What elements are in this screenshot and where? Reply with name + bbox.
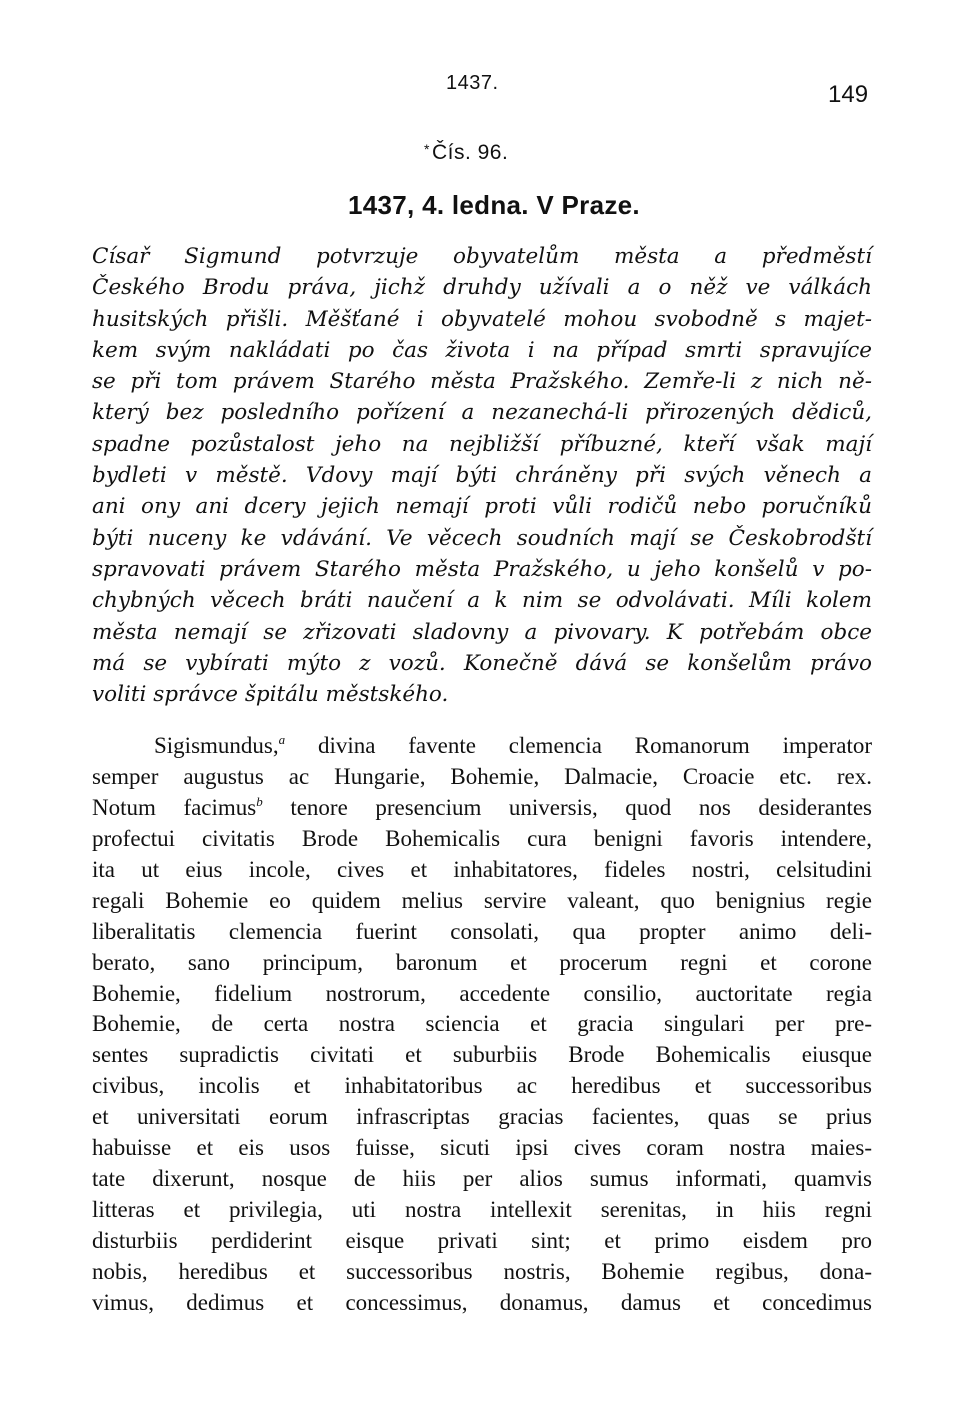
text-segment: Notum facimus bbox=[92, 794, 257, 820]
text-line: tate dixerunt, nosque de hiis per alios sumus informati, quamvis bbox=[92, 1166, 872, 1192]
text-line: berato, sano principum, baronum et procerum regni et corone bbox=[92, 949, 872, 975]
edition-mark: * bbox=[424, 141, 430, 157]
text-line: vimus, dedimus et concessimus, donamus, damus et concedimus bbox=[92, 1289, 872, 1315]
text-line: liberalitatis clemencia fuerint consolati, qua propter animo deli- bbox=[92, 918, 872, 944]
regest-line: chybných věcech bráti naučení a k nim se odvolávati. Míli kolem bbox=[92, 588, 872, 614]
text-line: Bohemie, de certa nostra sciencia et gracia singulari per pre- bbox=[92, 1011, 872, 1037]
text-line: sentes supradictis civitati et suburbiis Brode Bohemicalis eiusque bbox=[92, 1042, 872, 1068]
regest-line: husitských přišli. Měšťané i obyvatelé mohou svobodně s majet- bbox=[92, 306, 872, 332]
footnote-marker-b: b bbox=[256, 793, 263, 809]
regest-line: spadne pozůstalost jeho na nejbližší příbuzné, kteří však mají bbox=[92, 431, 872, 457]
text-line: civibus, incolis et inhabitatoribus ac heredibus et successoribus bbox=[92, 1073, 872, 1099]
document-number-label: Čís. 96. bbox=[431, 141, 509, 164]
text-line: ita ut eius incole, cives et inhabitatores, fideles nostri, celsitudini bbox=[92, 856, 872, 882]
text-line bbox=[92, 731, 872, 762]
regest-line: má se vybírati mýto z vozů. Konečně dává se konšelům právo bbox=[92, 650, 872, 676]
regest-line: který bez posledního pořízení a nezanechá-li přirozených dědiců, bbox=[92, 400, 872, 426]
regest-line: Císař Sigmund potvrzuje obyvatelům města a předměstí bbox=[92, 244, 872, 269]
regest-line: se při tom právem Starého města Pražského. Zemře-li z nich ně- bbox=[92, 369, 872, 395]
text-line: litteras et privilegia, uti nostra intellexit serenitas, in hiis regni bbox=[92, 1197, 872, 1223]
regest-line: ani ony ani dcery jejich nemají proti vůli rodičů nebo poručníků bbox=[92, 494, 872, 520]
regest-line: býti nuceny ke vdávání. Ve věcech soudních mají se Českobrodští bbox=[92, 525, 872, 551]
text-line: semper augustus ac Hungarie, Bohemie, Dalmacie, Croacie etc. rex. bbox=[92, 763, 872, 789]
text-line: nobis, heredibus et successoribus nostris, Bohemie regibus, dona- bbox=[92, 1258, 872, 1284]
regest-line: Českého Brodu práva, jichž druhdy užívali a o něž ve válkách bbox=[92, 275, 872, 301]
footnote-marker-a: a bbox=[278, 732, 286, 747]
page-number: 149 bbox=[828, 81, 869, 108]
text-line: regali Bohemie eo quidem melius servire valeant, quo benignius regie bbox=[92, 887, 872, 913]
text-segment: tenore presencium universis, quod nos desiderantes bbox=[262, 794, 872, 820]
text-line: et universitati eorum infrascriptas gracias facientes, quas se prius bbox=[92, 1104, 872, 1130]
regest-line: voliti správce špitálu městského. bbox=[92, 682, 449, 708]
document-date-place: 1437, 4. ledna. V Praze. bbox=[348, 190, 640, 220]
regest-line: kem svým nakládati po čas života i na případ smrti spravujíce bbox=[92, 337, 872, 363]
running-head-year: 1437. bbox=[446, 72, 499, 94]
regest-line: bydleti v městě. Vdovy mají býti chráněny při svých věnech a bbox=[92, 463, 872, 489]
text-line: disturbiis perdiderint eisque privati sint; et primo eisdem pro bbox=[92, 1228, 872, 1253]
regest-line: spravovati právem Starého města Pražského, u jeho konšelů v po- bbox=[92, 556, 872, 582]
regest-line: města nemají se zřizovati sladovny a pivovary. K potřebám obce bbox=[92, 619, 872, 645]
text-line: Bohemie, fidelium nostrorum, accedente consilio, auctoritate regia bbox=[92, 980, 872, 1006]
text-line: profectui civitatis Brode Bohemicalis cura benigni favoris intendere, bbox=[92, 825, 872, 851]
regest-summary bbox=[92, 241, 872, 710]
text-segment: divina favente clemencia Romanorum imperator bbox=[285, 733, 872, 758]
text-segment: Sigismundus, bbox=[154, 733, 279, 758]
document-number bbox=[424, 141, 508, 165]
text-line: habuisse et eis usos fuisse, sicuti ipsi cives coram nostra maies- bbox=[92, 1135, 872, 1161]
text-line bbox=[92, 793, 872, 824]
charter-latin-text bbox=[92, 731, 872, 1319]
